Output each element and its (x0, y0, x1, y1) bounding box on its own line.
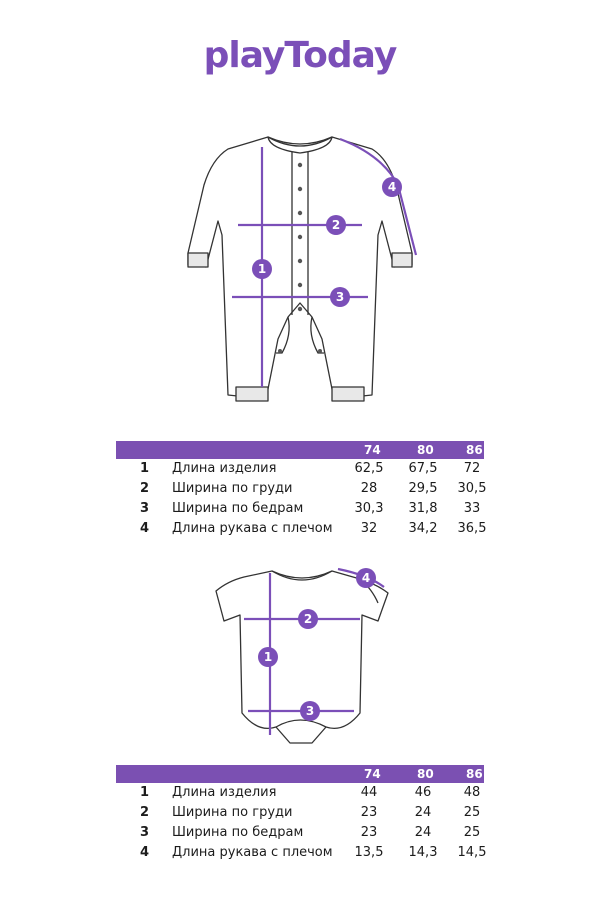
marker-1: 1 (263, 650, 273, 664)
brand-logo (0, 35, 600, 76)
size-col: 80 (417, 443, 434, 457)
table-row: 2 Ширина по груди 28 29,5 30,5 (140, 481, 487, 496)
bodysuit-illustration (0, 563, 600, 758)
table-header (116, 441, 484, 459)
table-row: 1 Длина изделия 62,5 67,5 72 (140, 461, 481, 476)
logo-text: playToday (203, 35, 397, 76)
bodysuit-size-table (116, 765, 487, 863)
table-row: 2 Ширина по груди 23 24 25 (140, 805, 481, 820)
size-col: 86 (466, 443, 483, 457)
size-col: 74 (364, 443, 381, 457)
marker-3: 3 (305, 704, 315, 718)
size-col: 86 (466, 767, 483, 781)
table-row: 1 Длина изделия 44 46 48 (140, 785, 481, 800)
table-header (116, 765, 484, 783)
table-row: 4 Длина рукава с плечом 13,5 14,3 14,5 (140, 845, 487, 860)
marker-2: 2 (303, 612, 313, 626)
table-row: 3 Ширина по бедрам 23 24 25 (140, 825, 481, 840)
marker-3: 3 (335, 290, 345, 304)
table-row: 3 Ширина по бедрам 30,3 31,8 33 (140, 501, 481, 516)
romper-size-table (116, 441, 487, 539)
marker-4: 4 (387, 180, 397, 194)
size-col: 74 (364, 767, 381, 781)
marker-2: 2 (331, 218, 341, 232)
size-col: 80 (417, 767, 434, 781)
marker-1: 1 (257, 262, 267, 276)
marker-4: 4 (361, 571, 371, 585)
table-row: 4 Длина рукава с плечом 32 34,2 36,5 (140, 521, 487, 536)
romper-illustration (0, 125, 600, 425)
